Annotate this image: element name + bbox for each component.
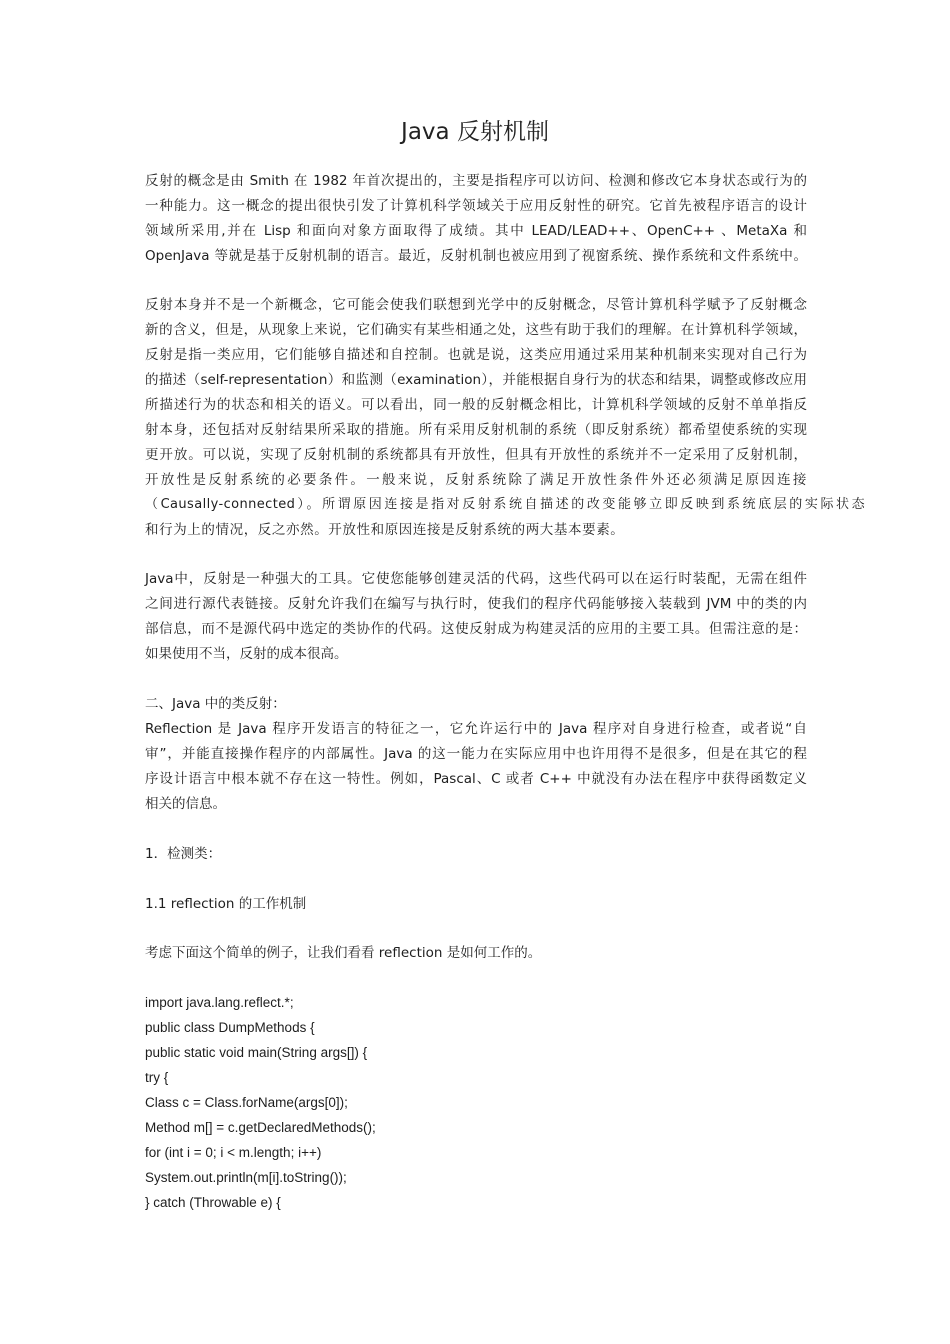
text-line: 审”，并能直接操作程序的内部属性。Java 的这一能力在实际应用中也许用得不是很多，但是在其它的程 bbox=[145, 746, 807, 762]
heading-detect-class: 1．检测类： bbox=[145, 846, 222, 862]
text-line: 领域所采用,并在 Lisp 和面向对象方面取得了成绩。其中 LEAD/LEAD++、OpenC++ 、MetaXa 和 bbox=[145, 223, 807, 239]
code-line: for (int i = 0; i < m.length; i++) bbox=[145, 1145, 322, 1160]
code-line: public class DumpMethods { bbox=[145, 1020, 315, 1035]
document-title: Java 反射机制 bbox=[401, 119, 549, 145]
text-line: （Causally-connected）。所谓原因连接是指对反射系统自描述的改变能够立即反映到系统底层的实际状态 bbox=[145, 497, 865, 512]
code-line: } catch (Throwable e) { bbox=[145, 1195, 281, 1210]
text-line: 反射的概念是由 Smith 在 1982 年首次提出的，主要是指程序可以访问、检测和修改它本身状态或行为的 bbox=[145, 173, 807, 189]
code-line: Method m[] = c.getDeclaredMethods(); bbox=[145, 1120, 376, 1135]
text-line: 更开放。可以说，实现了反射机制的系统都具有开放性，但具有开放性的系统并不一定采用了反射机制， bbox=[145, 447, 807, 463]
text-line: 反射本身并不是一个新概念，它可能会使我们联想到光学中的反射概念，尽管计算机科学赋予了反射概念 bbox=[145, 297, 807, 313]
text-line: 序设计语言中根本就不存在这一特性。例如，Pascal、C 或者 C++ 中就没有办法在程序中获得函数定义 bbox=[145, 771, 807, 787]
text-line: 之间进行源代表链接。反射允许我们在编写与执行时，使我们的程序代码能够接入装载到 JVM 中的类的内 bbox=[145, 596, 807, 612]
code-line: Class c = Class.forName(args[0]); bbox=[145, 1095, 348, 1110]
text-line: Java中，反射是一种强大的工具。它使您能够创建灵活的代码，这些代码可以在运行时装配，无需在组件 bbox=[145, 571, 807, 587]
text-line: 和行为上的情况，反之亦然。开放性和原因连接是反射系统的两大基本要素。 bbox=[145, 522, 625, 538]
text-line: Reflection 是 Java 程序开发语言的特征之一，它允许运行中的 Java 程序对自身进行检查，或者说“自 bbox=[145, 721, 807, 737]
intro-text: 考虑下面这个简单的例子，让我们看看 reflection 是如何工作的。 bbox=[145, 945, 542, 961]
code-line: System.out.println(m[i].toString()); bbox=[145, 1170, 347, 1185]
code-line: public static void main(String args[]) { bbox=[145, 1045, 368, 1060]
text-line: 的描述（self-representation）和监测（examination），并能根据自身行为的状态和结果，调整或修改应用 bbox=[145, 372, 807, 388]
text-line: 开放性是反射系统的必要条件。一般来说，反射系统除了满足开放性条件外还必须满足原因连接 bbox=[145, 472, 807, 488]
code-line: import java.lang.reflect.*; bbox=[145, 995, 294, 1010]
text-line: 反射是指一类应用，它们能够自描述和自控制。也就是说，这类应用通过采用某种机制来实现对自己行为 bbox=[145, 347, 807, 363]
text-line: 如果使用不当，反射的成本很高。 bbox=[145, 646, 348, 662]
text-line: 射本身，还包括对反射结果所采取的措施。所有采用反射机制的系统（即反射系统）都希望使系统的实现 bbox=[145, 422, 807, 438]
text-line: 部信息，而不是源代码中选定的类协作的代码。这使反射成为构建灵活的应用的主要工具。但需注意的是： bbox=[145, 621, 807, 637]
section-heading: 二、Java 中的类反射： bbox=[145, 696, 286, 712]
text-line: 一种能力。这一概念的提出很快引发了计算机科学领域关于应用反射性的研究。它首先被程序语言的设计 bbox=[145, 198, 807, 214]
text-line: 所描述行为的状态和相关的语义。可以看出，同一般的反射概念相比，计算机科学领域的反射不单单指反 bbox=[145, 397, 807, 413]
heading-reflection-mechanism: 1.1 reflection 的工作机制 bbox=[145, 896, 307, 912]
code-line: try { bbox=[145, 1070, 169, 1085]
text-line: OpenJava 等就是基于反射机制的语言。最近，反射机制也被应用到了视窗系统、操作系统和文件系统中。 bbox=[145, 248, 807, 264]
text-line: 相关的信息。 bbox=[145, 796, 226, 812]
text-line: 新的含义，但是，从现象上来说，它们确实有某些相通之处，这些有助于我们的理解。在计算机科学领域， bbox=[145, 322, 807, 338]
